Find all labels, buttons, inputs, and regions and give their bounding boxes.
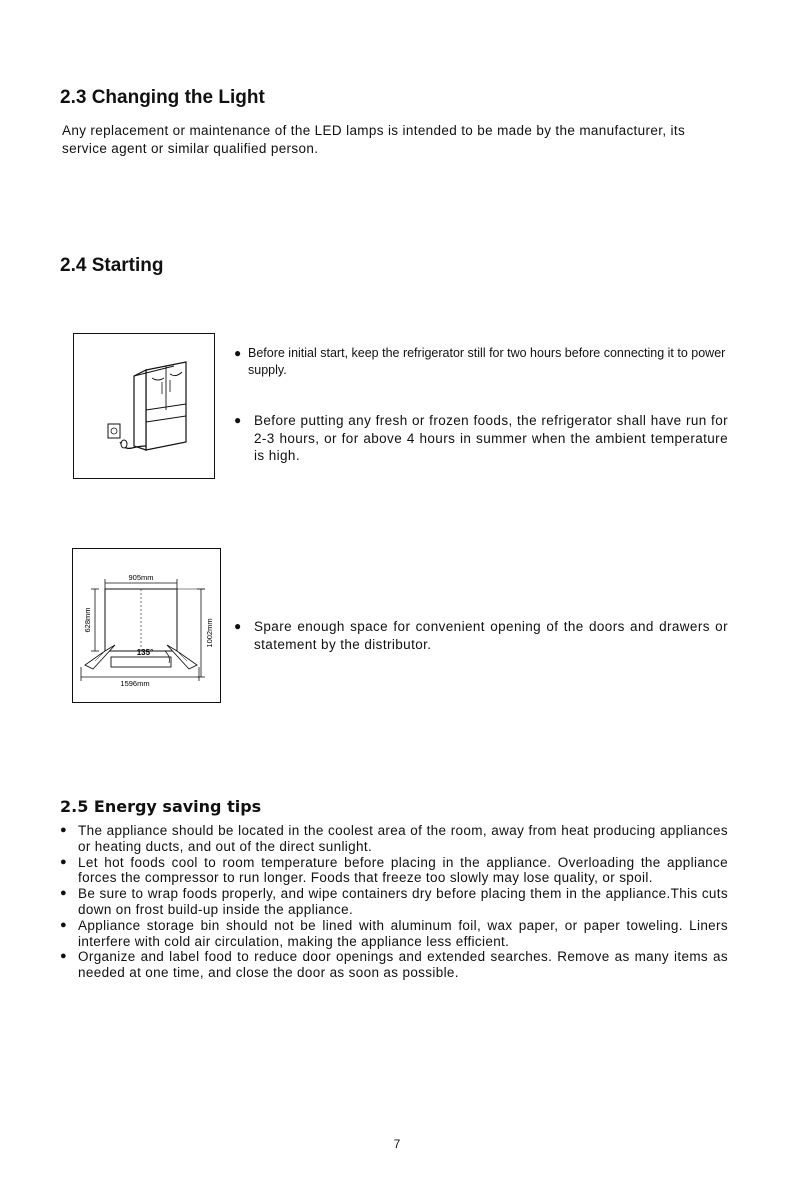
clearance-diagram xyxy=(72,548,221,703)
bullet-dot-icon: ● xyxy=(60,918,67,931)
bullet-dot-icon: ● xyxy=(234,619,242,633)
starting-bullet-2-block xyxy=(234,412,728,465)
starting-bullet-1 xyxy=(234,345,728,379)
energy-tip-3 xyxy=(60,886,728,918)
starting-bullet-2-text: Before putting any fresh or frozen foods, the refrigerator shall have run for 2-3 hours, or for above 4 hours in summer when the ambient temperature is high. xyxy=(254,413,728,463)
section-2-5-title: 2.5 Energy saving tips xyxy=(60,797,262,816)
energy-tip-2 xyxy=(60,855,728,887)
width-dimension-label: 905mm xyxy=(128,573,154,582)
energy-tip-4 xyxy=(60,918,728,950)
energy-tips-list xyxy=(60,823,728,981)
open-width-dimension-label: 1596mm xyxy=(120,679,150,688)
bullet-dot-icon: ● xyxy=(234,413,242,427)
open-depth-dimension-label: 1002mm xyxy=(205,618,214,648)
energy-tip-2-text: Let hot foods cool to room temperature before placing in the appliance. Overloading the appliance forces the compressor to run longer. Foods that freeze too slowly may lose quality, or spoil. xyxy=(78,854,728,886)
starting-bullet-3-text: Spare enough space for convenient opening of the doors and drawers or statement by the distributor. xyxy=(254,619,728,652)
depth-dimension-label: 628mm xyxy=(83,607,92,633)
starting-bullet-1-block xyxy=(234,345,728,379)
bullet-dot-icon: ● xyxy=(60,824,67,836)
bullet-dot-icon: ● xyxy=(60,887,67,900)
section-2-3-body: Any replacement or maintenance of the LED lamps is intended to be made by the manufacturer, its service agent or similar qualified person. xyxy=(62,123,686,156)
page-number: 7 xyxy=(393,1137,401,1151)
section-2-3-title: 2.3 Changing the Light xyxy=(60,87,265,108)
energy-tip-3-text: Be sure to wrap foods properly, and wipe containers dry before placing them in the appliance.This cuts down on frost build-up inside the appliance. xyxy=(78,886,728,917)
energy-tip-5-text: Organize and label food to reduce door openings and extended searches. Remove as many items as needed at one time, and close the door as soon as possible. xyxy=(78,949,728,981)
section-2-4-title: 2.4 Starting xyxy=(60,255,164,276)
starting-bullet-2 xyxy=(234,412,728,465)
energy-tip-1-text: The appliance should be located in the coolest area of the room, away from heat producing appliances or heating ducts, and out of the direct sunlight. xyxy=(78,823,728,854)
starting-bullet-3 xyxy=(234,618,728,653)
refrigerator-plug-illustration xyxy=(73,333,215,479)
angle-label: 135° xyxy=(136,648,154,657)
starting-bullet-1-text: Before initial start, keep the refrigerator still for two hours before connecting it to power supply. xyxy=(248,346,726,377)
energy-tip-4-text: Appliance storage bin should not be lined with aluminum foil, wax paper, or paper toweling. Liners interfere with cold air circulation, making the appliance less efficient. xyxy=(78,917,728,949)
refrigerator-plug-icon xyxy=(74,334,214,478)
starting-bullet-3-block xyxy=(234,618,728,653)
bullet-dot-icon: ● xyxy=(234,346,242,360)
bullet-dot-icon: ● xyxy=(60,855,67,868)
energy-tip-5 xyxy=(60,949,728,981)
bullet-dot-icon: ● xyxy=(60,950,67,963)
clearance-diagram-svg xyxy=(73,549,220,702)
energy-tip-1 xyxy=(60,823,728,855)
